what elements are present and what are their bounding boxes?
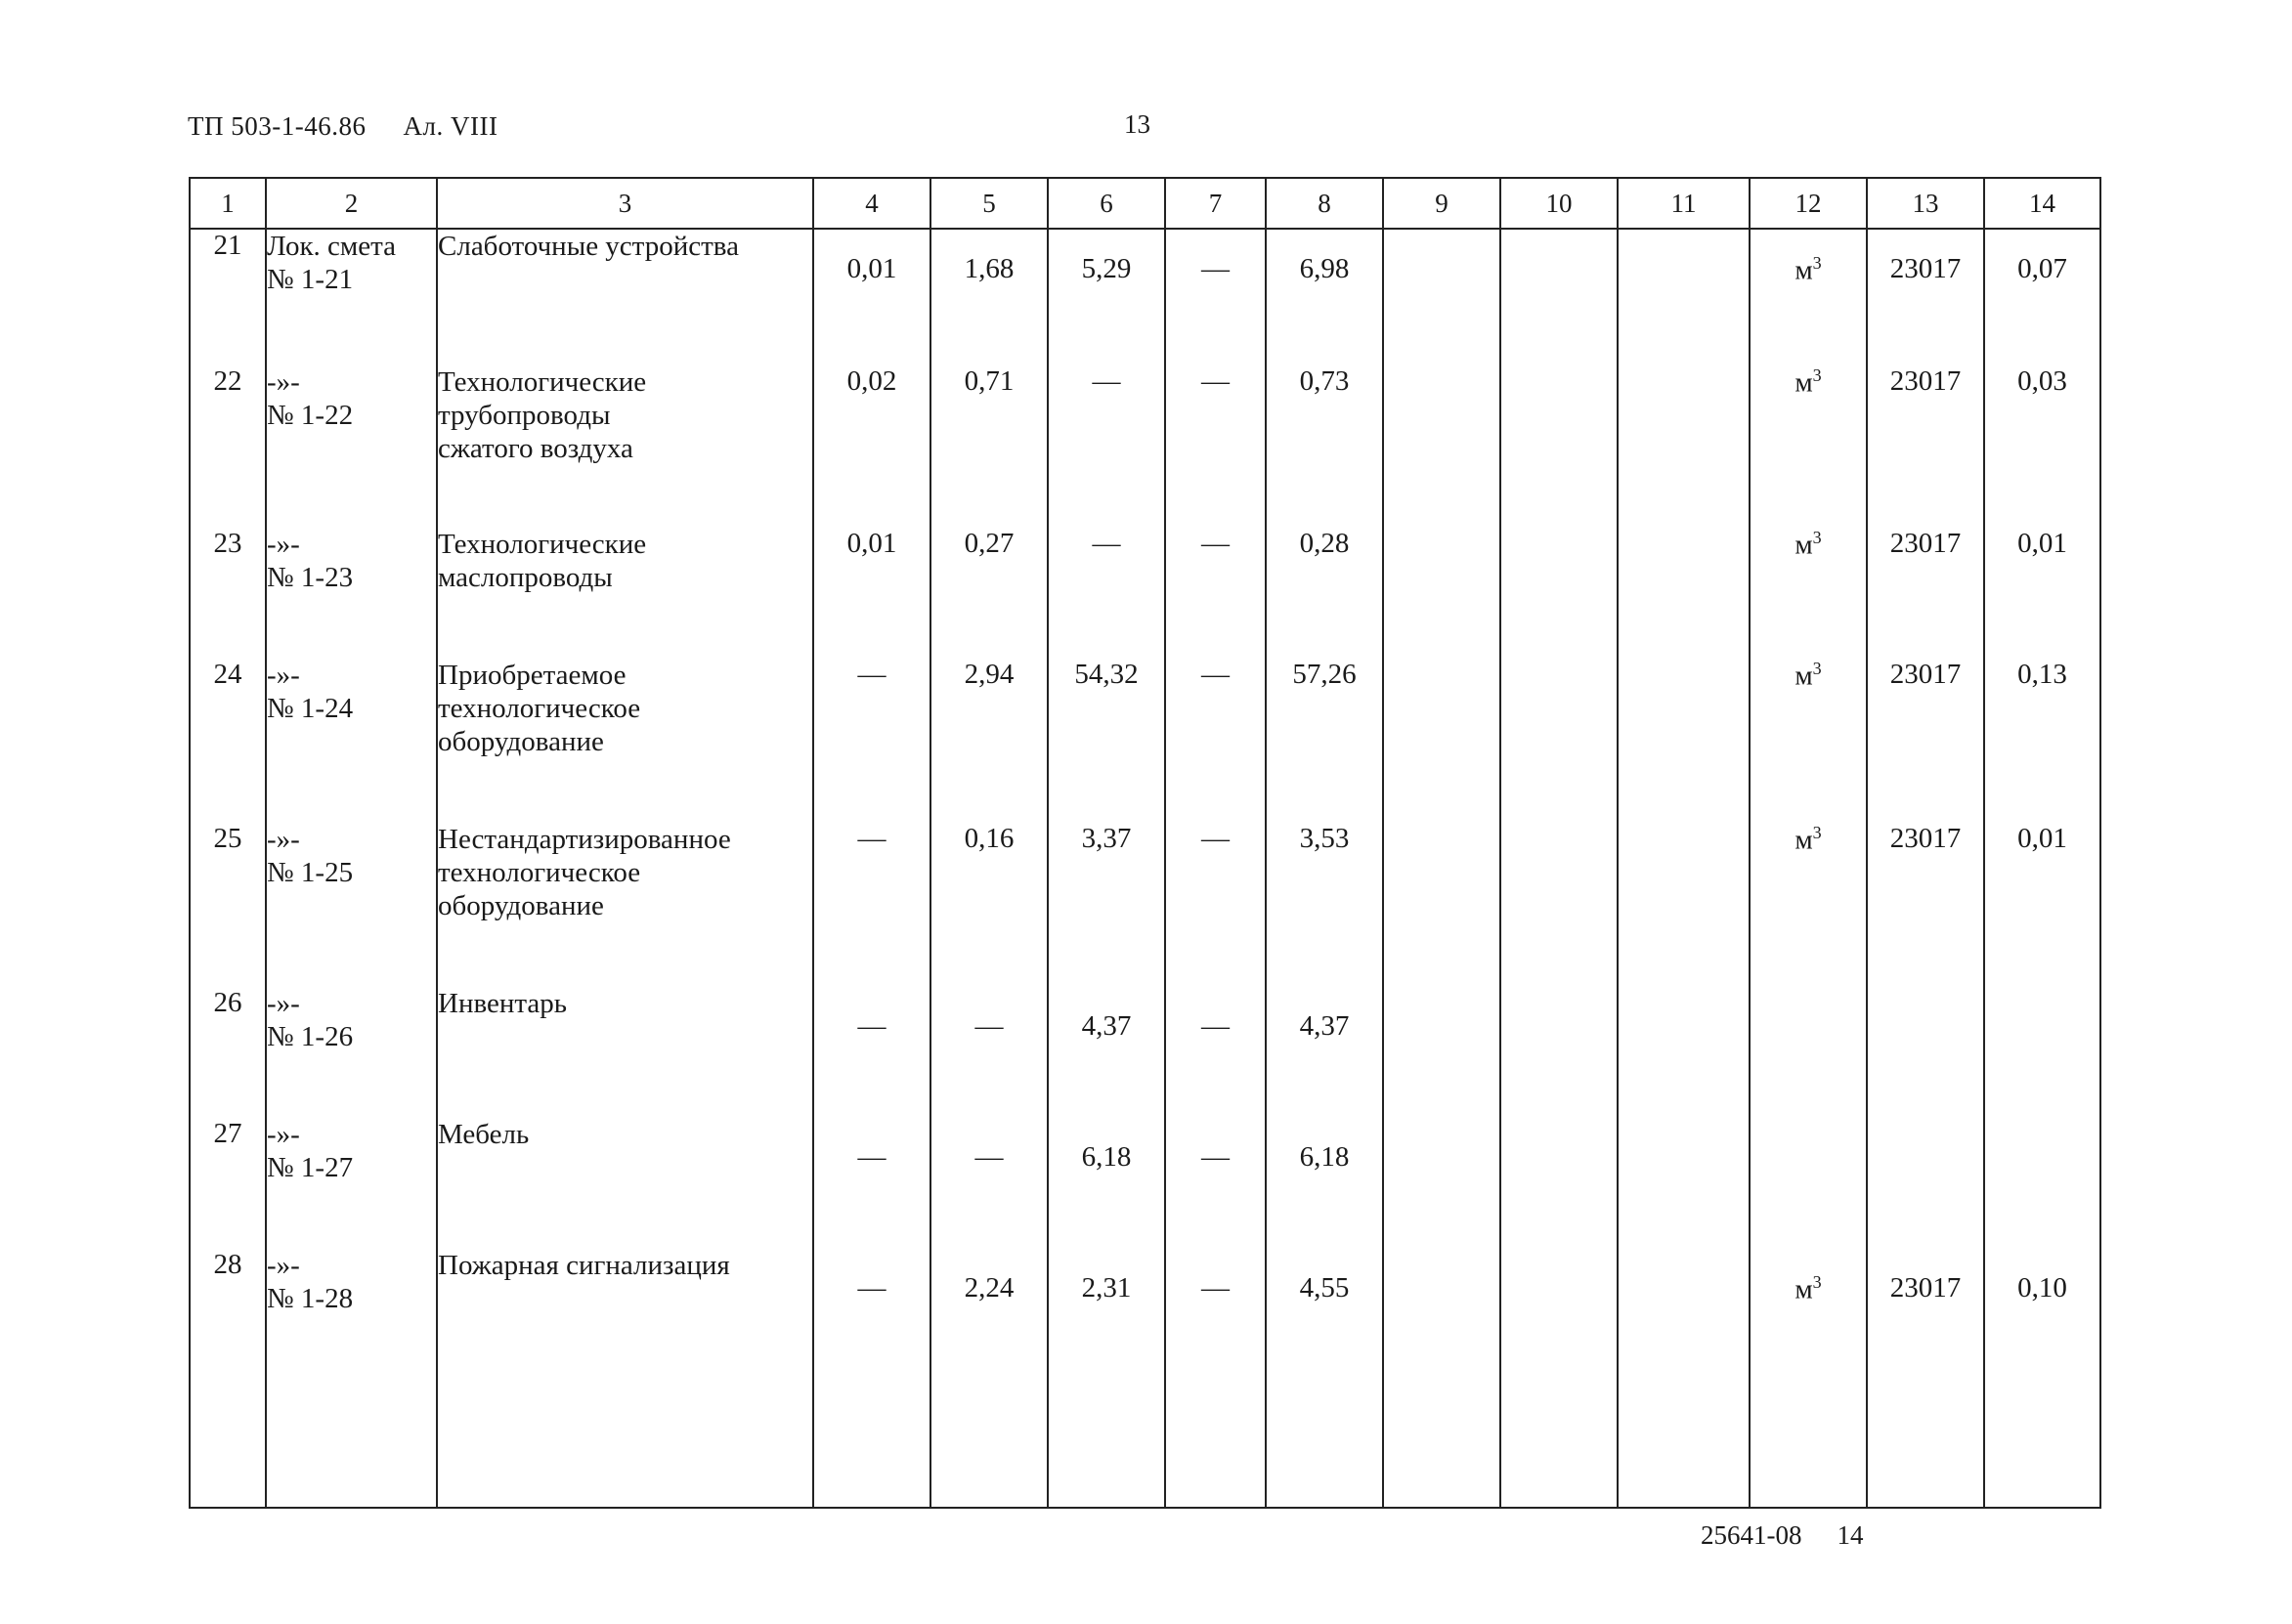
unit-cell — [1750, 1118, 1867, 1249]
cell-col13: 23017 — [1867, 1249, 1984, 1380]
unit-text: м — [1795, 529, 1813, 561]
cell-col6: — — [1048, 365, 1165, 528]
cell-col10 — [1500, 659, 1618, 823]
ref-line: Лок. смета — [267, 231, 397, 262]
cell-col5: — — [930, 1118, 1048, 1249]
cell-col11 — [1618, 1249, 1750, 1380]
name-line: Приобретаемое — [438, 660, 627, 691]
cell-col9 — [1383, 659, 1500, 823]
ref-line: -»- — [267, 1119, 300, 1150]
document-header — [188, 111, 497, 142]
row-number: 26 — [190, 987, 266, 1118]
unit-exponent: 3 — [1812, 365, 1822, 385]
cell-col11 — [1618, 528, 1750, 659]
cell-col11 — [1618, 987, 1750, 1118]
cell-col5: 0,27 — [930, 528, 1048, 659]
col-header: 10 — [1500, 178, 1618, 229]
cell-col13: 23017 — [1867, 365, 1984, 528]
col-header: 1 — [190, 178, 266, 229]
name-line: трубопроводы — [438, 400, 611, 431]
cell-col8: 0,73 — [1266, 365, 1383, 528]
table-row — [190, 823, 2100, 987]
cell-col5: 2,24 — [930, 1249, 1048, 1380]
cell-col7: — — [1165, 1249, 1266, 1380]
table-filler-row — [190, 1380, 2100, 1508]
table-row — [190, 1249, 2100, 1380]
item-name — [437, 229, 813, 365]
name-line: Технологические — [438, 529, 647, 560]
item-name — [437, 823, 813, 987]
cell-col10 — [1500, 1118, 1618, 1249]
cell-col11 — [1618, 659, 1750, 823]
unit-cell — [1750, 987, 1867, 1118]
ref-number: № 1-22 — [267, 400, 354, 431]
name-line: технологическое — [438, 857, 641, 888]
cell-col14: 0,07 — [1984, 229, 2100, 365]
sheet-number: 14 — [1837, 1520, 1864, 1550]
name-line: оборудование — [438, 890, 604, 921]
name-line: Инвентарь — [438, 988, 568, 1019]
cell-col5: — — [930, 987, 1048, 1118]
cell-col4: 0,01 — [813, 528, 930, 659]
estimate-ref — [266, 528, 437, 659]
table-row — [190, 1118, 2100, 1249]
col-header: 2 — [266, 178, 437, 229]
unit-exponent: 3 — [1812, 528, 1822, 547]
cell-col8: 0,28 — [1266, 528, 1383, 659]
row-number: 25 — [190, 823, 266, 987]
estimate-table — [189, 177, 2101, 1509]
unit-exponent: 3 — [1812, 659, 1822, 678]
cell-col10 — [1500, 528, 1618, 659]
cell-col8: 3,53 — [1266, 823, 1383, 987]
cell-col6: 54,32 — [1048, 659, 1165, 823]
cell-col4: 0,02 — [813, 365, 930, 528]
cell-col4: — — [813, 1249, 930, 1380]
row-number: 22 — [190, 365, 266, 528]
col-header: 7 — [1165, 178, 1266, 229]
item-name — [437, 365, 813, 528]
col-header: 5 — [930, 178, 1048, 229]
ref-number: № 1-21 — [267, 264, 354, 295]
cell-col9 — [1383, 1249, 1500, 1380]
cell-col4: — — [813, 987, 930, 1118]
cell-col13 — [1867, 1118, 1984, 1249]
cell-col6: — — [1048, 528, 1165, 659]
cell-col8: 6,18 — [1266, 1118, 1383, 1249]
ref-line: -»- — [267, 529, 300, 560]
cell-col14: 0,10 — [1984, 1249, 2100, 1380]
unit-exponent: 3 — [1812, 823, 1822, 842]
col-header: 4 — [813, 178, 930, 229]
table-row — [190, 987, 2100, 1118]
col-header: 3 — [437, 178, 813, 229]
unit-text: м — [1795, 254, 1813, 286]
estimate-ref — [266, 1118, 437, 1249]
cell-col5: 1,68 — [930, 229, 1048, 365]
ref-number: № 1-27 — [267, 1152, 354, 1183]
row-number: 21 — [190, 229, 266, 365]
unit-text: м — [1795, 366, 1813, 399]
unit-text: м — [1795, 660, 1813, 692]
unit-exponent: 3 — [1812, 253, 1822, 273]
ref-number: № 1-28 — [267, 1283, 354, 1314]
cell-col13: 23017 — [1867, 823, 1984, 987]
col-header: 12 — [1750, 178, 1867, 229]
doc-code: ТП 503-1-46.86 — [188, 111, 367, 141]
row-number: 23 — [190, 528, 266, 659]
cell-col4: 0,01 — [813, 229, 930, 365]
cell-col7: — — [1165, 987, 1266, 1118]
cell-col11 — [1618, 823, 1750, 987]
cell-col14 — [1984, 1118, 2100, 1249]
cell-col10 — [1500, 229, 1618, 365]
cell-col4: — — [813, 659, 930, 823]
cell-col8: 4,37 — [1266, 987, 1383, 1118]
item-name — [437, 659, 813, 823]
cell-col5: 2,94 — [930, 659, 1048, 823]
cell-col9 — [1383, 823, 1500, 987]
unit-cell — [1750, 659, 1867, 823]
page-number: 13 — [1124, 109, 1150, 139]
table-row — [190, 528, 2100, 659]
cell-col8: 57,26 — [1266, 659, 1383, 823]
name-line: Мебель — [438, 1119, 530, 1150]
unit-cell — [1750, 1249, 1867, 1380]
ref-number: № 1-24 — [267, 693, 354, 724]
col-header: 11 — [1618, 178, 1750, 229]
ref-number: № 1-25 — [267, 857, 354, 888]
unit-cell — [1750, 365, 1867, 528]
cell-col11 — [1618, 229, 1750, 365]
name-line: технологическое — [438, 693, 641, 724]
cell-col9 — [1383, 1118, 1500, 1249]
col-header: 8 — [1266, 178, 1383, 229]
cell-col6: 5,29 — [1048, 229, 1165, 365]
cell-col8: 6,98 — [1266, 229, 1383, 365]
ref-number: № 1-23 — [267, 562, 354, 593]
estimate-ref — [266, 229, 437, 365]
cell-col6: 2,31 — [1048, 1249, 1165, 1380]
col-header: 9 — [1383, 178, 1500, 229]
cell-col11 — [1618, 1118, 1750, 1249]
cell-col13 — [1867, 987, 1984, 1118]
cell-col13: 23017 — [1867, 659, 1984, 823]
unit-text: м — [1795, 824, 1813, 856]
estimate-ref — [266, 1249, 437, 1380]
cell-col10 — [1500, 1249, 1618, 1380]
ref-line: -»- — [267, 824, 300, 855]
cell-col6: 4,37 — [1048, 987, 1165, 1118]
cell-col4: — — [813, 823, 930, 987]
cell-col10 — [1500, 365, 1618, 528]
name-line: Слаботочные устройства — [438, 231, 739, 262]
unit-cell — [1750, 528, 1867, 659]
cell-col6: 6,18 — [1048, 1118, 1165, 1249]
item-name — [437, 1118, 813, 1249]
estimate-ref — [266, 365, 437, 528]
ref-number: № 1-26 — [267, 1021, 354, 1052]
item-name — [437, 528, 813, 659]
ref-line: -»- — [267, 660, 300, 691]
cell-col14 — [1984, 987, 2100, 1118]
name-line: оборудование — [438, 726, 604, 757]
cell-col11 — [1618, 365, 1750, 528]
sheet-code: 25641-08 — [1701, 1520, 1802, 1550]
name-line: Пожарная сигнализация — [438, 1250, 730, 1281]
cell-col14: 0,03 — [1984, 365, 2100, 528]
cell-col13: 23017 — [1867, 528, 1984, 659]
estimate-ref — [266, 659, 437, 823]
cell-col13: 23017 — [1867, 229, 1984, 365]
row-number: 27 — [190, 1118, 266, 1249]
cell-col8: 4,55 — [1266, 1249, 1383, 1380]
cell-col7: — — [1165, 365, 1266, 528]
album-label: Ал. VIII — [403, 111, 498, 141]
name-line: Нестандартизированное — [438, 824, 731, 855]
estimate-ref — [266, 987, 437, 1118]
cell-col10 — [1500, 823, 1618, 987]
name-line: Технологические — [438, 366, 647, 398]
column-number-row — [190, 178, 2100, 229]
ref-line: -»- — [267, 366, 300, 398]
name-line: маслопроводы — [438, 562, 613, 593]
item-name — [437, 987, 813, 1118]
col-header: 14 — [1984, 178, 2100, 229]
unit-text: м — [1795, 1273, 1813, 1305]
cell-col7: — — [1165, 528, 1266, 659]
cell-col10 — [1500, 987, 1618, 1118]
unit-exponent: 3 — [1812, 1272, 1822, 1292]
table-row — [190, 659, 2100, 823]
cell-col7: — — [1165, 823, 1266, 987]
cell-col6: 3,37 — [1048, 823, 1165, 987]
row-number: 28 — [190, 1249, 266, 1380]
cell-col4: — — [813, 1118, 930, 1249]
cell-col5: 0,16 — [930, 823, 1048, 987]
cell-col9 — [1383, 528, 1500, 659]
cell-col14: 0,01 — [1984, 528, 2100, 659]
ref-line: -»- — [267, 988, 300, 1019]
item-name — [437, 1249, 813, 1380]
name-line: сжатого воздуха — [438, 433, 633, 464]
cell-col7: — — [1165, 229, 1266, 365]
cell-col9 — [1383, 229, 1500, 365]
ref-line: -»- — [267, 1250, 300, 1281]
cell-col14: 0,01 — [1984, 823, 2100, 987]
table-row — [190, 229, 2100, 365]
cell-col5: 0,71 — [930, 365, 1048, 528]
cell-col14: 0,13 — [1984, 659, 2100, 823]
cell-col7: — — [1165, 1118, 1266, 1249]
row-number: 24 — [190, 659, 266, 823]
cell-col7: — — [1165, 659, 1266, 823]
estimate-ref — [266, 823, 437, 987]
document-footer — [1701, 1520, 1864, 1551]
col-header: 13 — [1867, 178, 1984, 229]
unit-cell — [1750, 229, 1867, 365]
cell-col9 — [1383, 987, 1500, 1118]
table-row — [190, 365, 2100, 528]
unit-cell — [1750, 823, 1867, 987]
col-header: 6 — [1048, 178, 1165, 229]
cell-col9 — [1383, 365, 1500, 528]
